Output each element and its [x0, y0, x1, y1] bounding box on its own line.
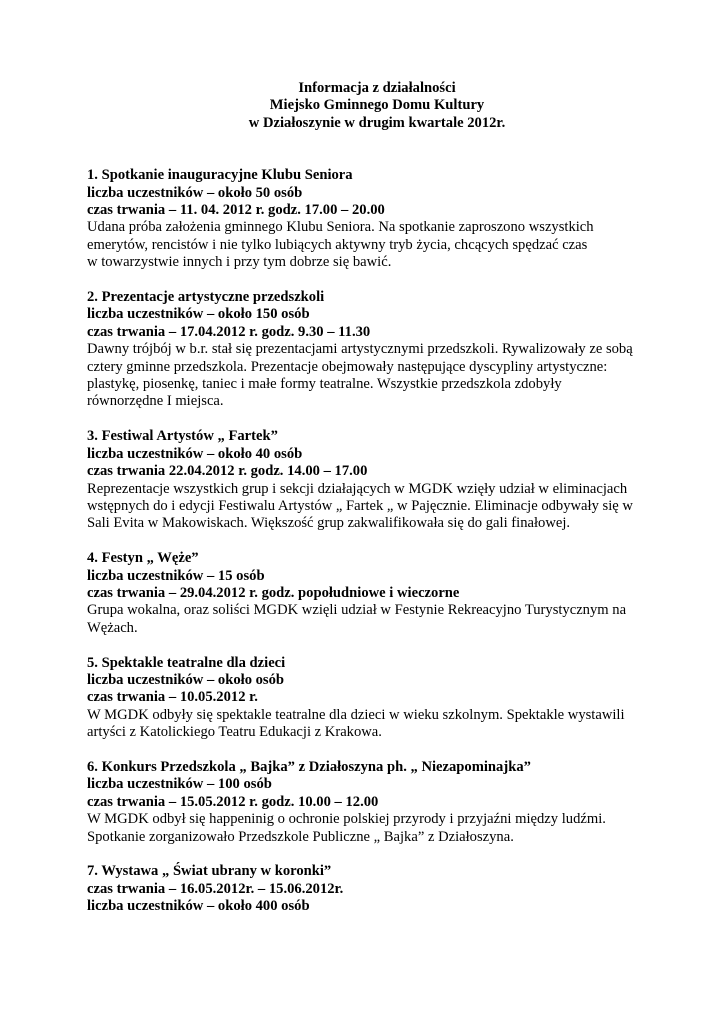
body-line: Sali Evita w Makowiskach. Większość grup zakwalifikowała się do gali finałowej.: [87, 515, 571, 532]
body-line: emerytów, rencistów i nie tylko lubiących aktywny tryb życia, chcących spędzać czas: [87, 236, 588, 253]
body-line: Spotkanie zorganizowało Przedszkole Publiczne „ Bajka” z Działoszyna.: [87, 828, 514, 845]
section-heading: 1. Spotkanie inauguracyjne Klubu Seniora: [87, 167, 353, 184]
body-line: cztery gminne przedszkola. Prezentacje obejmowały następujące dyscypliny artystyczne:: [87, 358, 608, 375]
event-duration: czas trwania – 29.04.2012 r. godz. popołudniowe i wieczorne: [87, 584, 460, 601]
section-heading: 7. Wystawa „ Świat ubrany w koronki”: [87, 863, 332, 880]
event-duration: czas trwania – 15.05.2012 r. godz. 10.00 – 12.00: [87, 793, 379, 810]
body-line: Grupa wokalna, oraz soliści MGDK wzięli udział w Festynie Rekreacyjno Turystycznym na: [87, 602, 627, 619]
section-heading: 3. Festiwal Artystów „ Fartek”: [87, 428, 278, 445]
section-1: [87, 167, 667, 271]
body-line: W MGDK odbył się happeninig o ochronie polskiej przyrody i przyjaźni między ludźmi.: [87, 811, 606, 828]
body-line: równorzędne I miejsca.: [87, 393, 224, 410]
event-duration: czas trwania – 17.04.2012 r. godz. 9.30 – 11.30: [87, 323, 371, 340]
header-subtitle: w Działoszynie w drugim kwartale 2012r.: [248, 114, 506, 131]
section-6: [87, 759, 667, 846]
body-line: w towarzystwie innych i przy tym dobrze się bawić.: [87, 254, 392, 271]
body-line: Reprezentacje wszystkich grup i sekcji działających w MGDK wzięły udział w eliminacjach: [87, 480, 628, 497]
participants-count: liczba uczestników – około 400 osób: [87, 898, 310, 915]
participants-count: liczba uczestników – około 50 osób: [87, 184, 303, 201]
section-heading: 2. Prezentacje artystyczne przedszkoli: [87, 289, 325, 306]
document-header: [87, 80, 667, 132]
event-duration: czas trwania – 10.05.2012 r.: [87, 689, 258, 706]
body-line: artyści z Katolickiego Teatru Edukacji z Krakowa.: [87, 724, 382, 741]
section-heading: 6. Konkurs Przedszkola „ Bajka” z Działoszyna ph. „ Niezapominajka”: [87, 758, 531, 775]
body-line: wstępnych do i edycji Festiwalu Artystów „ Fartek „ w Pajęcznie. Eliminacje odbywały się w: [87, 497, 633, 514]
section-4: [87, 550, 667, 637]
participants-count: liczba uczestników – 100 osób: [87, 776, 272, 793]
section-heading: 4. Festyn „ Węże”: [87, 550, 199, 567]
body-line: W MGDK odbyły się spektakle teatralne dla dzieci w wieku szkolnym. Spektakle wystawili: [87, 706, 625, 723]
body-line: Wężach.: [87, 619, 138, 636]
body-line: Dawny trójbój w b.r. stał się prezentacjami artystycznymi przedszkoli. Rywalizowały ze sobą: [87, 341, 633, 358]
header-title: Informacja z działalności: [298, 80, 456, 96]
section-5: [87, 655, 667, 742]
participants-count: liczba uczestników – 15 osób: [87, 567, 265, 584]
participants-count: liczba uczestników – około 40 osób: [87, 445, 303, 462]
event-duration: czas trwania – 16.05.2012r. – 15.06.2012r.: [87, 880, 344, 897]
participants-count: liczba uczestników – około 150 osób: [87, 306, 310, 323]
event-duration: czas trwania – 11. 04. 2012 r. godz. 17.00 – 20.00: [87, 202, 385, 219]
body-line: Udana próba założenia gminnego Klubu Seniora. Na spotkanie zaproszono wszystkich: [87, 219, 594, 236]
participants-count: liczba uczestników – około osób: [87, 671, 285, 688]
event-duration: czas trwania 22.04.2012 r. godz. 14.00 – 17.00: [87, 463, 368, 480]
section-3: [87, 428, 667, 532]
section-2: [87, 289, 667, 411]
body-line: plastykę, piosenkę, taniec i małe formy teatralne. Wszystkie przedszkola zdobyły: [87, 376, 562, 393]
section-7: [87, 863, 667, 915]
section-heading: 5. Spektakle teatralne dla dzieci: [87, 654, 286, 671]
document-page: [87, 80, 667, 933]
header-institution: Miejsko Gminnego Domu Kultury: [269, 97, 485, 114]
